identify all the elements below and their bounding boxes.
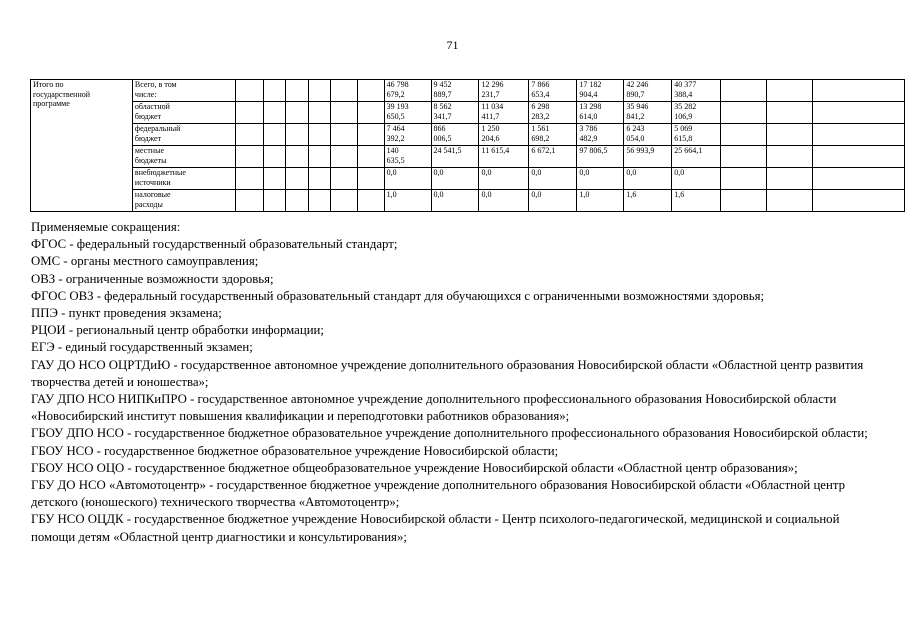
value-cell: 97 806,5 [577,146,624,168]
value-cell: 1 561 698,2 [529,124,577,146]
value-cell: 56 993,9 [624,146,672,168]
abbreviation-item: ГБОУ НСО ОЦО - государственное бюджетное общеобразовательное учреждение Новосибирской области «Областной центр образования»; [31,460,798,475]
value-cell: 140 635,5 [384,146,431,168]
table-row [31,146,905,168]
value-cell: 35 282 106,9 [672,102,721,124]
value-cell: 0,0 [479,190,529,212]
value-cell: 1,6 [624,190,672,212]
value-cell: 13 298 614,0 [577,102,624,124]
table-row [31,190,905,212]
table-row [31,124,905,146]
empty-cell [767,80,813,102]
table-row [31,102,905,124]
source-label-cell: Всего, в том числе: [132,80,235,102]
abbreviation-item: ГБУ НСО ОЦДК - государственное бюджетное учреждение Новосибирской области - Центр психолого-педагогической, медицинской и социальной помощи детям «Областной центр диагностики и консультирования»; [31,512,840,544]
value-cell: 9 452 889,7 [431,80,479,102]
abbreviations-list [31,219,881,546]
empty-cell [721,190,767,212]
value-cell: 866 006,5 [431,124,479,146]
abbreviation-item: ГАУ ДПО НСО НИПКиПРО - государственное автономное учреждение дополнительного профессионального образования Новосибирской области «Новосибирский институт повышения квалификации и переподготовки работников образования»; [31,392,837,424]
table-row [31,168,905,190]
value-cell: 7 464 392,2 [384,124,431,146]
empty-cell [308,124,330,146]
abbreviations-heading: Применяемые сокращения: [31,220,181,234]
source-label-cell: налоговые расходы [132,190,235,212]
empty-cell [285,124,308,146]
empty-cell [813,190,905,212]
value-cell: 17 182 904,4 [577,80,624,102]
empty-cell [813,80,905,102]
empty-cell [357,124,384,146]
empty-cell [308,190,330,212]
empty-cell [813,146,905,168]
value-cell: 11 615,4 [479,146,529,168]
empty-cell [263,146,285,168]
abbreviation-item: ГБОУ НСО - государственное бюджетное образовательное учреждение Новосибирской области; [31,443,559,458]
value-cell: 0,0 [672,168,721,190]
abbreviation-item: ГБУ ДО НСО «Автомотоцентр» - государственное бюджетное учреждение дополнительного образования Новосибирской области «Областной центр детского (юношеского) технического творчества «Автомотоцентр»; [31,478,845,510]
empty-cell [285,168,308,190]
value-cell: 24 541,5 [431,146,479,168]
empty-cell [357,80,384,102]
source-label-cell: местные бюджеты [132,146,235,168]
empty-cell [235,80,263,102]
source-label-cell: федеральный бюджет [132,124,235,146]
value-cell: 1 250 204,6 [479,124,529,146]
abbreviation-item: ФГОС ОВЗ - федеральный государственный образовательный стандарт для обучающихся с ограниченными возможностями здоровья; [31,288,765,303]
abbreviation-item: ОВЗ - ограниченные возможности здоровья; [31,271,274,286]
empty-cell [285,102,308,124]
empty-cell [308,146,330,168]
value-cell: 5 069 615,8 [672,124,721,146]
empty-cell [330,146,357,168]
empty-cell [308,102,330,124]
empty-cell [235,146,263,168]
empty-cell [285,190,308,212]
empty-cell [330,168,357,190]
program-label-cell: Итого по государственной программе [31,80,133,212]
empty-cell [308,80,330,102]
value-cell: 0,0 [529,168,577,190]
empty-cell [330,124,357,146]
value-cell: 11 034 411,7 [479,102,529,124]
value-cell: 0,0 [529,190,577,212]
abbreviation-item: ОМС - органы местного самоуправления; [31,254,259,269]
empty-cell [721,146,767,168]
abbreviation-item: ФГОС - федеральный государственный образовательный стандарт; [31,237,398,252]
value-cell: 1,6 [672,190,721,212]
value-cell: 0,0 [431,168,479,190]
empty-cell [721,80,767,102]
value-cell: 6 243 054,0 [624,124,672,146]
value-cell: 1,0 [384,190,431,212]
value-cell: 42 246 890,7 [624,80,672,102]
empty-cell [813,124,905,146]
empty-cell [330,102,357,124]
value-cell: 7 866 653,4 [529,80,577,102]
value-cell: 0,0 [577,168,624,190]
empty-cell [813,102,905,124]
value-cell: 8 562 341,7 [431,102,479,124]
abbreviation-item: ГАУ ДО НСО ОЦРТДиЮ - государственное автономное учреждение дополнительного образования Новосибирской области «Областной центр развития творчества детей и юношества»; [31,357,864,389]
value-cell: 39 193 650,5 [384,102,431,124]
empty-cell [357,190,384,212]
empty-cell [285,146,308,168]
value-cell: 1,0 [577,190,624,212]
empty-cell [263,124,285,146]
empty-cell [357,168,384,190]
empty-cell [235,168,263,190]
empty-cell [767,124,813,146]
empty-cell [767,146,813,168]
empty-cell [263,190,285,212]
empty-cell [235,124,263,146]
financing-table [30,79,905,212]
empty-cell [357,102,384,124]
value-cell: 25 664,1 [672,146,721,168]
value-cell: 46 798 679,2 [384,80,431,102]
empty-cell [263,168,285,190]
page-number: 71 [446,38,459,52]
source-label-cell: областной бюджет [132,102,235,124]
value-cell: 0,0 [624,168,672,190]
source-label-cell: внебюджетные источники [132,168,235,190]
abbreviation-item: РЦОИ - региональный центр обработки информации; [31,323,324,338]
value-cell: 12 296 231,7 [479,80,529,102]
value-cell: 0,0 [479,168,529,190]
empty-cell [235,190,263,212]
value-cell: 3 786 482,9 [577,124,624,146]
empty-cell [330,80,357,102]
abbreviation-item: ЕГЭ - единый государственный экзамен; [31,340,253,355]
empty-cell [263,102,285,124]
abbreviation-item: ППЭ - пункт проведения экзамена; [31,306,222,321]
value-cell: 35 946 841,2 [624,102,672,124]
value-cell: 6 672,1 [529,146,577,168]
empty-cell [721,124,767,146]
empty-cell [357,146,384,168]
empty-cell [767,168,813,190]
value-cell: 0,0 [431,190,479,212]
empty-cell [235,102,263,124]
value-cell: 6 298 283,2 [529,102,577,124]
abbreviation-item: ГБОУ ДПО НСО - государственное бюджетное образовательное учреждение дополнительного профессионального образования Новосибирской области; [31,426,868,441]
empty-cell [813,168,905,190]
empty-cell [767,190,813,212]
empty-cell [330,190,357,212]
empty-cell [263,80,285,102]
empty-cell [721,102,767,124]
empty-cell [308,168,330,190]
empty-cell [767,102,813,124]
empty-cell [285,80,308,102]
empty-cell [721,168,767,190]
value-cell: 40 377 388,4 [672,80,721,102]
value-cell: 0,0 [384,168,431,190]
table-row [31,80,905,102]
